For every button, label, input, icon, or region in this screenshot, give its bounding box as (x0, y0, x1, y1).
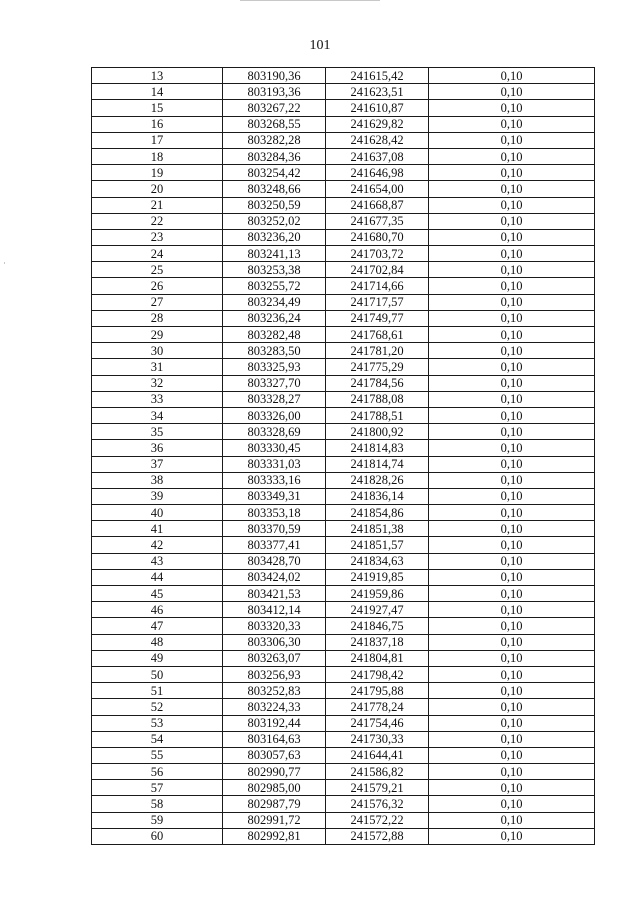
x-coordinate-cell: 803428,70 (223, 553, 326, 569)
y-coordinate-cell: 241846,75 (326, 618, 429, 634)
y-coordinate-cell: 241927,47 (326, 602, 429, 618)
y-coordinate-cell: 241717,57 (326, 294, 429, 310)
y-coordinate-cell: 241702,84 (326, 262, 429, 278)
y-coordinate-cell: 241646,98 (326, 165, 429, 181)
point-number-cell: 55 (92, 747, 223, 763)
point-number-cell: 13 (92, 68, 223, 84)
accuracy-cell: 0,10 (429, 197, 595, 213)
accuracy-cell: 0,10 (429, 747, 595, 763)
table-row (92, 440, 595, 456)
table-row (92, 618, 595, 634)
table-row (92, 375, 595, 391)
y-coordinate-cell: 241749,77 (326, 310, 429, 326)
accuracy-cell: 0,10 (429, 586, 595, 602)
scan-edge-mark-top (240, 0, 380, 1)
x-coordinate-cell: 803252,83 (223, 683, 326, 699)
table-row (92, 764, 595, 780)
x-coordinate-cell: 803241,13 (223, 246, 326, 262)
point-number-cell: 27 (92, 294, 223, 310)
accuracy-cell: 0,10 (429, 116, 595, 132)
x-coordinate-cell: 803164,63 (223, 731, 326, 747)
accuracy-cell: 0,10 (429, 343, 595, 359)
table-row (92, 278, 595, 294)
x-coordinate-cell: 802987,79 (223, 796, 326, 812)
x-coordinate-cell: 803328,69 (223, 424, 326, 440)
accuracy-cell: 0,10 (429, 488, 595, 504)
x-coordinate-cell: 803306,30 (223, 634, 326, 650)
x-coordinate-cell: 803250,59 (223, 197, 326, 213)
table-row (92, 116, 595, 132)
x-coordinate-cell: 803282,28 (223, 132, 326, 148)
y-coordinate-cell: 241572,88 (326, 828, 429, 844)
point-number-cell: 52 (92, 699, 223, 715)
table-row (92, 666, 595, 682)
y-coordinate-cell: 241814,74 (326, 456, 429, 472)
accuracy-cell: 0,10 (429, 569, 595, 585)
table-row (92, 407, 595, 423)
point-number-cell: 37 (92, 456, 223, 472)
point-number-cell: 40 (92, 505, 223, 521)
accuracy-cell: 0,10 (429, 553, 595, 569)
accuracy-cell: 0,10 (429, 391, 595, 407)
point-number-cell: 32 (92, 375, 223, 391)
point-number-cell: 28 (92, 310, 223, 326)
y-coordinate-cell: 241788,08 (326, 391, 429, 407)
y-coordinate-cell: 241680,70 (326, 229, 429, 245)
y-coordinate-cell: 241798,42 (326, 666, 429, 682)
table-row (92, 812, 595, 828)
x-coordinate-cell: 803328,27 (223, 391, 326, 407)
y-coordinate-cell: 241795,88 (326, 683, 429, 699)
accuracy-cell: 0,10 (429, 618, 595, 634)
accuracy-cell: 0,10 (429, 715, 595, 731)
point-number-cell: 46 (92, 602, 223, 618)
x-coordinate-cell: 803252,02 (223, 213, 326, 229)
y-coordinate-cell: 241834,63 (326, 553, 429, 569)
table-row (92, 68, 595, 84)
point-number-cell: 24 (92, 246, 223, 262)
point-number-cell: 43 (92, 553, 223, 569)
accuracy-cell: 0,10 (429, 521, 595, 537)
table-row (92, 132, 595, 148)
point-number-cell: 20 (92, 181, 223, 197)
x-coordinate-cell: 803353,18 (223, 505, 326, 521)
x-coordinate-cell: 803370,59 (223, 521, 326, 537)
point-number-cell: 19 (92, 165, 223, 181)
table-row (92, 553, 595, 569)
table-row (92, 521, 595, 537)
y-coordinate-cell: 241668,87 (326, 197, 429, 213)
table-row (92, 359, 595, 375)
y-coordinate-cell: 241851,38 (326, 521, 429, 537)
y-coordinate-cell: 241644,41 (326, 747, 429, 763)
x-coordinate-cell: 802992,81 (223, 828, 326, 844)
x-coordinate-cell: 803224,33 (223, 699, 326, 715)
accuracy-cell: 0,10 (429, 132, 595, 148)
table-row (92, 569, 595, 585)
x-coordinate-cell: 803236,20 (223, 229, 326, 245)
table-row (92, 213, 595, 229)
x-coordinate-cell: 802991,72 (223, 812, 326, 828)
x-coordinate-cell: 803234,49 (223, 294, 326, 310)
accuracy-cell: 0,10 (429, 699, 595, 715)
table-row (92, 488, 595, 504)
x-coordinate-cell: 802985,00 (223, 780, 326, 796)
point-number-cell: 50 (92, 666, 223, 682)
point-number-cell: 29 (92, 327, 223, 343)
coordinates-table (91, 67, 595, 845)
point-number-cell: 15 (92, 100, 223, 116)
point-number-cell: 34 (92, 407, 223, 423)
accuracy-cell: 0,10 (429, 100, 595, 116)
accuracy-cell: 0,10 (429, 407, 595, 423)
accuracy-cell: 0,10 (429, 68, 595, 84)
table-row (92, 828, 595, 844)
point-number-cell: 22 (92, 213, 223, 229)
x-coordinate-cell: 803253,38 (223, 262, 326, 278)
y-coordinate-cell: 241576,32 (326, 796, 429, 812)
y-coordinate-cell: 241623,51 (326, 84, 429, 100)
point-number-cell: 39 (92, 488, 223, 504)
x-coordinate-cell: 803283,50 (223, 343, 326, 359)
accuracy-cell: 0,10 (429, 812, 595, 828)
x-coordinate-cell: 803267,22 (223, 100, 326, 116)
x-coordinate-cell: 802990,77 (223, 764, 326, 780)
table-row (92, 715, 595, 731)
point-number-cell: 48 (92, 634, 223, 650)
y-coordinate-cell: 241579,21 (326, 780, 429, 796)
scan-edge-mark-left (4, 262, 5, 264)
point-number-cell: 23 (92, 229, 223, 245)
y-coordinate-cell: 241615,42 (326, 68, 429, 84)
accuracy-cell: 0,10 (429, 327, 595, 343)
table-row (92, 229, 595, 245)
point-number-cell: 26 (92, 278, 223, 294)
y-coordinate-cell: 241781,20 (326, 343, 429, 359)
table-row (92, 100, 595, 116)
table-row (92, 780, 595, 796)
point-number-cell: 51 (92, 683, 223, 699)
accuracy-cell: 0,10 (429, 505, 595, 521)
accuracy-cell: 0,10 (429, 780, 595, 796)
y-coordinate-cell: 241714,66 (326, 278, 429, 294)
x-coordinate-cell: 803284,36 (223, 148, 326, 164)
table-row (92, 424, 595, 440)
accuracy-cell: 0,10 (429, 683, 595, 699)
accuracy-cell: 0,10 (429, 440, 595, 456)
point-number-cell: 30 (92, 343, 223, 359)
accuracy-cell: 0,10 (429, 181, 595, 197)
x-coordinate-cell: 803424,02 (223, 569, 326, 585)
table-row (92, 165, 595, 181)
point-number-cell: 16 (92, 116, 223, 132)
y-coordinate-cell: 241586,82 (326, 764, 429, 780)
accuracy-cell: 0,10 (429, 229, 595, 245)
y-coordinate-cell: 241828,26 (326, 472, 429, 488)
point-number-cell: 21 (92, 197, 223, 213)
point-number-cell: 36 (92, 440, 223, 456)
x-coordinate-cell: 803255,72 (223, 278, 326, 294)
table-row (92, 391, 595, 407)
table-row (92, 796, 595, 812)
y-coordinate-cell: 241851,57 (326, 537, 429, 553)
table-row (92, 472, 595, 488)
accuracy-cell: 0,10 (429, 828, 595, 844)
table-row (92, 84, 595, 100)
point-number-cell: 56 (92, 764, 223, 780)
x-coordinate-cell: 803325,93 (223, 359, 326, 375)
y-coordinate-cell: 241677,35 (326, 213, 429, 229)
y-coordinate-cell: 241804,81 (326, 650, 429, 666)
table-row (92, 634, 595, 650)
y-coordinate-cell: 241730,33 (326, 731, 429, 747)
y-coordinate-cell: 241800,92 (326, 424, 429, 440)
table-row (92, 586, 595, 602)
x-coordinate-cell: 803248,66 (223, 181, 326, 197)
x-coordinate-cell: 803327,70 (223, 375, 326, 391)
coordinates-table-body (92, 68, 595, 845)
point-number-cell: 31 (92, 359, 223, 375)
table-row (92, 262, 595, 278)
y-coordinate-cell: 241919,85 (326, 569, 429, 585)
x-coordinate-cell: 803320,33 (223, 618, 326, 634)
y-coordinate-cell: 241959,86 (326, 586, 429, 602)
y-coordinate-cell: 241836,14 (326, 488, 429, 504)
y-coordinate-cell: 241628,42 (326, 132, 429, 148)
x-coordinate-cell: 803349,31 (223, 488, 326, 504)
table-row (92, 327, 595, 343)
y-coordinate-cell: 241778,24 (326, 699, 429, 715)
point-number-cell: 49 (92, 650, 223, 666)
y-coordinate-cell: 241768,61 (326, 327, 429, 343)
accuracy-cell: 0,10 (429, 796, 595, 812)
x-coordinate-cell: 803377,41 (223, 537, 326, 553)
table-row (92, 650, 595, 666)
accuracy-cell: 0,10 (429, 84, 595, 100)
table-row (92, 537, 595, 553)
x-coordinate-cell: 803331,03 (223, 456, 326, 472)
table-row (92, 343, 595, 359)
x-coordinate-cell: 803412,14 (223, 602, 326, 618)
x-coordinate-cell: 803326,00 (223, 407, 326, 423)
accuracy-cell: 0,10 (429, 262, 595, 278)
y-coordinate-cell: 241788,51 (326, 407, 429, 423)
accuracy-cell: 0,10 (429, 764, 595, 780)
point-number-cell: 18 (92, 148, 223, 164)
accuracy-cell: 0,10 (429, 246, 595, 262)
point-number-cell: 47 (92, 618, 223, 634)
point-number-cell: 14 (92, 84, 223, 100)
x-coordinate-cell: 803236,24 (223, 310, 326, 326)
x-coordinate-cell: 803333,16 (223, 472, 326, 488)
y-coordinate-cell: 241703,72 (326, 246, 429, 262)
accuracy-cell: 0,10 (429, 731, 595, 747)
y-coordinate-cell: 241814,83 (326, 440, 429, 456)
table-row (92, 683, 595, 699)
x-coordinate-cell: 803330,45 (223, 440, 326, 456)
point-number-cell: 53 (92, 715, 223, 731)
table-row (92, 747, 595, 763)
accuracy-cell: 0,10 (429, 213, 595, 229)
x-coordinate-cell: 803256,93 (223, 666, 326, 682)
accuracy-cell: 0,10 (429, 650, 595, 666)
table-row (92, 505, 595, 521)
page-number: 101 (309, 38, 331, 53)
y-coordinate-cell: 241572,22 (326, 812, 429, 828)
x-coordinate-cell: 803057,63 (223, 747, 326, 763)
y-coordinate-cell: 241637,08 (326, 148, 429, 164)
table-row (92, 310, 595, 326)
x-coordinate-cell: 803254,42 (223, 165, 326, 181)
point-number-cell: 35 (92, 424, 223, 440)
accuracy-cell: 0,10 (429, 472, 595, 488)
y-coordinate-cell: 241754,46 (326, 715, 429, 731)
accuracy-cell: 0,10 (429, 165, 595, 181)
y-coordinate-cell: 241854,86 (326, 505, 429, 521)
point-number-cell: 58 (92, 796, 223, 812)
table-row (92, 148, 595, 164)
accuracy-cell: 0,10 (429, 634, 595, 650)
accuracy-cell: 0,10 (429, 602, 595, 618)
accuracy-cell: 0,10 (429, 666, 595, 682)
accuracy-cell: 0,10 (429, 375, 595, 391)
accuracy-cell: 0,10 (429, 148, 595, 164)
x-coordinate-cell: 803282,48 (223, 327, 326, 343)
point-number-cell: 57 (92, 780, 223, 796)
table-row (92, 699, 595, 715)
point-number-cell: 25 (92, 262, 223, 278)
y-coordinate-cell: 241654,00 (326, 181, 429, 197)
point-number-cell: 54 (92, 731, 223, 747)
accuracy-cell: 0,10 (429, 456, 595, 472)
table-row (92, 181, 595, 197)
y-coordinate-cell: 241784,56 (326, 375, 429, 391)
accuracy-cell: 0,10 (429, 359, 595, 375)
accuracy-cell: 0,10 (429, 278, 595, 294)
table-row (92, 731, 595, 747)
x-coordinate-cell: 803263,07 (223, 650, 326, 666)
x-coordinate-cell: 803190,36 (223, 68, 326, 84)
y-coordinate-cell: 241629,82 (326, 116, 429, 132)
y-coordinate-cell: 241837,18 (326, 634, 429, 650)
accuracy-cell: 0,10 (429, 294, 595, 310)
accuracy-cell: 0,10 (429, 310, 595, 326)
y-coordinate-cell: 241775,29 (326, 359, 429, 375)
point-number-cell: 38 (92, 472, 223, 488)
point-number-cell: 45 (92, 586, 223, 602)
table-row (92, 197, 595, 213)
point-number-cell: 59 (92, 812, 223, 828)
table-row (92, 602, 595, 618)
accuracy-cell: 0,10 (429, 537, 595, 553)
x-coordinate-cell: 803268,55 (223, 116, 326, 132)
y-coordinate-cell: 241610,87 (326, 100, 429, 116)
table-row (92, 456, 595, 472)
x-coordinate-cell: 803421,53 (223, 586, 326, 602)
x-coordinate-cell: 803193,36 (223, 84, 326, 100)
point-number-cell: 41 (92, 521, 223, 537)
table-row (92, 246, 595, 262)
point-number-cell: 33 (92, 391, 223, 407)
table-row (92, 294, 595, 310)
point-number-cell: 17 (92, 132, 223, 148)
point-number-cell: 44 (92, 569, 223, 585)
x-coordinate-cell: 803192,44 (223, 715, 326, 731)
point-number-cell: 60 (92, 828, 223, 844)
point-number-cell: 42 (92, 537, 223, 553)
accuracy-cell: 0,10 (429, 424, 595, 440)
